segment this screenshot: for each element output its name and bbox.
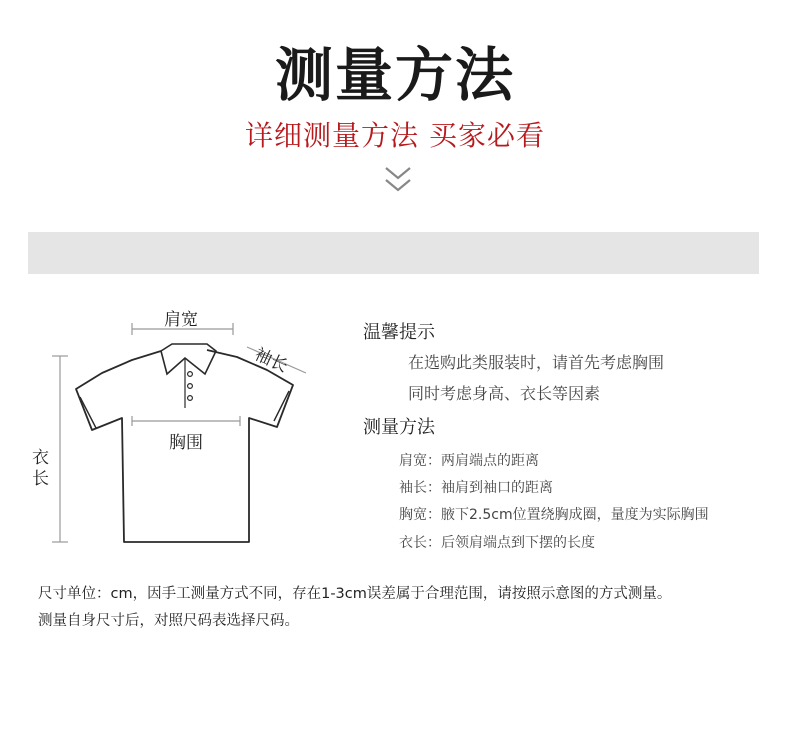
- footer-note-2: 测量自身尺寸后，对照尺码表选择尺码。: [38, 613, 299, 629]
- divider-band: [28, 232, 759, 274]
- method-item-sleeve: 袖长：袖肩到袖口的距离: [399, 480, 553, 496]
- double-chevron-down-icon: [383, 164, 413, 196]
- page-subtitle: 详细测量方法 买家必看: [245, 119, 545, 152]
- page-title: 测量方法: [274, 41, 515, 109]
- method-item-chest: 胸宽：腋下2.5cm位置绕胸成圈，量度为实际胸围: [399, 507, 709, 523]
- method-item-shoulder: 肩宽：两肩端点的距离: [399, 453, 539, 469]
- tips-heading: 温馨提示: [363, 322, 435, 343]
- method-heading: 测量方法: [363, 417, 435, 438]
- tip-line-2: 同时考虑身高、衣长等因素: [408, 384, 601, 403]
- length-label-top: 衣: [32, 448, 49, 468]
- length-label-bottom: 长: [32, 469, 49, 489]
- tip-line-1: 在选购此类服装时，请首先考虑胸围: [408, 353, 665, 372]
- footer-note-1: 尺寸单位：cm，因手工测量方式不同，存在1-3cm误差属于合理范围，请按照示意图的方式测量。: [38, 586, 672, 602]
- polo-shirt-outline-icon: [40, 296, 330, 556]
- chest-label: 胸围: [169, 433, 203, 453]
- sleeve-label: 袖长: [251, 344, 291, 378]
- method-item-length: 衣长：后领肩端点到下摆的长度: [399, 535, 595, 551]
- shoulder-label: 肩宽: [164, 310, 198, 330]
